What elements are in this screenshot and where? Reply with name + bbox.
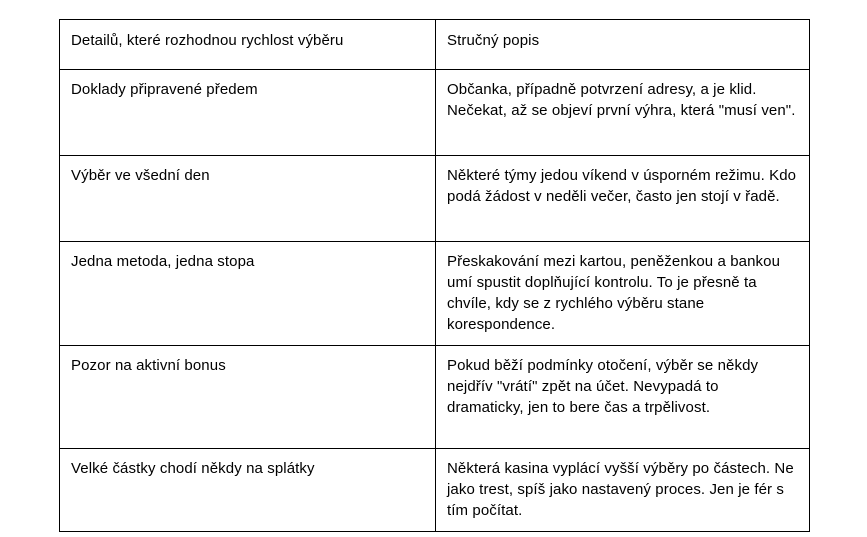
table-row [60, 70, 810, 156]
table-cell-term [60, 449, 436, 532]
description-text: Občanka, případně potvrzení adresy, a je klid. Nečekat, až se objeví první výhra, která "musí ven". [447, 81, 796, 119]
withdrawal-details-table [59, 19, 810, 532]
term-text: Výběr ve všední den [71, 167, 210, 184]
table-cell-term [60, 156, 436, 242]
description-text: Některé týmy jedou víkend v úsporném režimu. Kdo podá žádost v neděli večer, často jen stojí v řadě. [447, 167, 797, 205]
table-cell-description [436, 346, 810, 449]
table-cell-description [436, 449, 810, 532]
description-text: Přeskakování mezi kartou, peněženkou a bankou umí spustit doplňující kontrolu. To je přesně ta chvíle, kdy se z rychlého výběru stane korespondence. [447, 253, 781, 333]
table-cell-description [436, 70, 810, 156]
table-cell-term [60, 242, 436, 346]
table-row [60, 242, 810, 346]
table-row [60, 156, 810, 242]
table-cell-term [60, 346, 436, 449]
table-cell-description [436, 242, 810, 346]
term-text: Pozor na aktivní bonus [71, 357, 226, 374]
table-header-cell-description [436, 20, 810, 70]
table-row [60, 346, 810, 449]
description-text: Pokud běží podmínky otočení, výběr se někdy nejdřív "vrátí" zpět na účet. Nevypadá to dramaticky, jen to bere čas a trpělivost. [447, 357, 759, 416]
term-text: Jedna metoda, jedna stopa [71, 253, 255, 270]
table-header-term-text: Detailů, které rozhodnou rychlost výběru [71, 32, 344, 49]
term-text: Doklady připravené předem [71, 81, 258, 98]
table-row [60, 449, 810, 532]
description-text: Některá kasina vyplácí vyšší výběry po částech. Ne jako trest, spíš jako nastavený proces. Jen je fér s tím počítat. [447, 460, 794, 519]
table-cell-description [436, 156, 810, 242]
table-cell-term [60, 70, 436, 156]
table-header-description-text: Stručný popis [447, 32, 540, 49]
table-container [59, 19, 809, 532]
term-text: Velké částky chodí někdy na splátky [71, 460, 315, 477]
table-header-cell-term [60, 20, 436, 70]
table-header-row [60, 20, 810, 70]
